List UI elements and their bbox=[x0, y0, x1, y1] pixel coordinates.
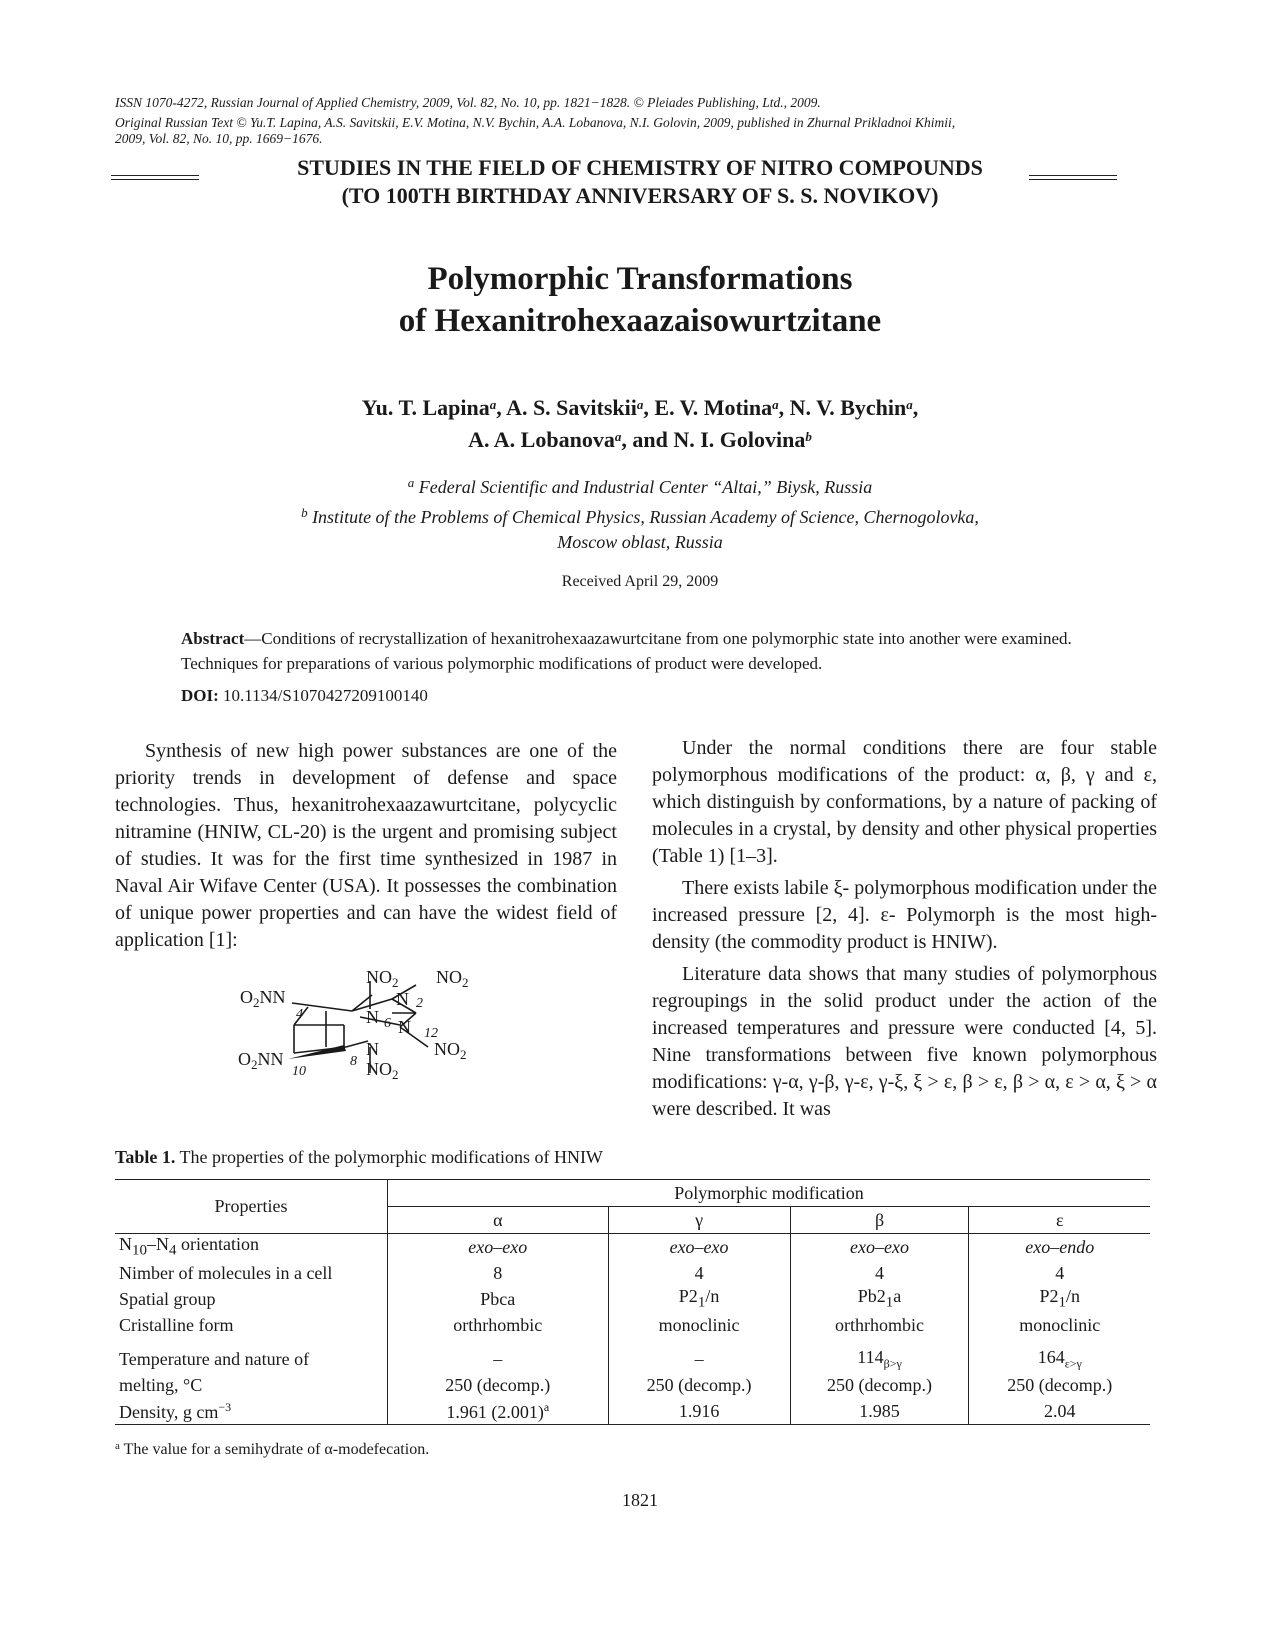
position-2: 2 bbox=[416, 996, 423, 1011]
position-6: 6 bbox=[384, 1016, 391, 1031]
properties-header: Properties bbox=[115, 1180, 388, 1234]
table-cell: $P2_1/n$ bbox=[608, 1286, 790, 1312]
author-name: N. I. Golovina bbox=[673, 427, 806, 452]
page-number: 1821 bbox=[622, 1490, 658, 1510]
position-8: 8 bbox=[350, 1054, 357, 1069]
n2-atom: N bbox=[396, 989, 409, 1009]
title-line-2: of Hexanitrohexaazaisowurtzitane bbox=[398, 303, 882, 339]
author-aff: a bbox=[636, 397, 644, 412]
left-column bbox=[115, 738, 617, 954]
footnote-text: The value for a semihydrate of α-modefecation. bbox=[119, 1441, 430, 1458]
table-cell: exo–exo bbox=[388, 1234, 609, 1261]
author-name: A. A. Lobanova bbox=[468, 427, 615, 452]
table-cell: 1.916 bbox=[608, 1398, 790, 1425]
row-label: Nimber of molecules in a cell bbox=[115, 1260, 388, 1286]
o2nn-top-label: $O_2NN$ bbox=[240, 987, 286, 1010]
position-12: 12 bbox=[424, 1026, 438, 1041]
author-aff: b bbox=[805, 429, 812, 444]
table-cell: Pbca bbox=[388, 1286, 609, 1312]
properties-table bbox=[115, 1179, 1150, 1425]
no2-top-b-label: $NO_2$ bbox=[436, 967, 469, 990]
table-cell: – bbox=[608, 1338, 790, 1372]
table-caption-text: The properties of the polymorphic modifications of HNIW bbox=[175, 1147, 603, 1167]
hniw-structure-diagram bbox=[238, 967, 520, 1120]
author-name: N. V. Bychin bbox=[789, 395, 907, 420]
row-label: Temperature and nature of bbox=[115, 1338, 388, 1372]
series-line-2: (TO 100TH BIRTHDAY ANNIVERSARY OF S. S. NOVIKOV) bbox=[341, 183, 939, 208]
table-cell: 1.961 $(2.001)^a$ bbox=[388, 1398, 609, 1425]
received-date: Received April 29, 2009 bbox=[561, 573, 719, 590]
n8-atom: N bbox=[366, 1039, 379, 1059]
original-text-note: Original Russian Text © Yu.T. Lapina, A.S. Savitskii, E.V. Motina, N.V. Bychin, A.A. Lobanova, N.I. Golovin, 2009, published in Zhurnal Prikladnoi Khimii, bbox=[115, 115, 956, 130]
table-cell: $Pb2_1a$ bbox=[790, 1286, 969, 1312]
abstract-text: —Conditions of recrystallization of hexanitrohexaazawurtcitane from one polymorphic state into another were examined. Techniques for preparations of various polymorphic modifications of product were developed. bbox=[181, 629, 1072, 673]
aff-text: Federal Scientific and Industrial Center “Altai,” Biysk, Russia bbox=[418, 477, 873, 497]
no2-top-a-label: $NO_2$ bbox=[366, 967, 399, 990]
authors-and: and bbox=[632, 427, 668, 452]
paper-title bbox=[115, 258, 1165, 342]
table-cell: 4 bbox=[1055, 1262, 1065, 1283]
row-label: Density, g $cm^{-3}$ bbox=[115, 1398, 388, 1425]
table-row bbox=[115, 1260, 1150, 1286]
doi-value: 10.1134/S1070427209100140 bbox=[223, 686, 428, 705]
table-cell: $P2_1/n$ bbox=[1039, 1286, 1080, 1311]
doi bbox=[181, 686, 428, 706]
doi-label: DOI: bbox=[181, 686, 219, 705]
table-cell: 4 bbox=[608, 1260, 790, 1286]
table-cell: 1.985 bbox=[790, 1398, 969, 1425]
column-header: α bbox=[388, 1207, 609, 1234]
row-label: Spatial group bbox=[115, 1286, 388, 1312]
author-name: A. S. Savitskii bbox=[506, 395, 637, 420]
author-list bbox=[115, 390, 1165, 454]
paragraph: There exists labile ξ- polymorphous modification under the increased pressure [2, 4]. ε- Polymorph is the most high-density (the commodity product is HNIW). bbox=[652, 877, 1157, 953]
table-cell: orthrhombic bbox=[388, 1312, 609, 1338]
table-row bbox=[115, 1372, 1150, 1398]
table-cell: 250 (decomp.) bbox=[1007, 1374, 1113, 1395]
right-column bbox=[652, 735, 1157, 1123]
table-footnote bbox=[115, 1440, 429, 1459]
aff-text: Institute of the Problems of Chemical Physics, Russian Academy of Science, Chernogolovka, bbox=[312, 507, 979, 527]
aff-mark: a bbox=[407, 475, 415, 490]
table-cell: exo–exo bbox=[790, 1234, 969, 1261]
author-aff: a bbox=[906, 397, 913, 412]
position-4: 4 bbox=[296, 1007, 303, 1022]
author-name: Yu. T. Lapina bbox=[361, 395, 490, 420]
original-text-note-cont: 2009, Vol. 82, No. 10, pp. 1669−1676. bbox=[115, 131, 323, 146]
aff-mark: b bbox=[301, 505, 308, 520]
author-name: E. V. Motina bbox=[654, 395, 773, 420]
n12-atom: N bbox=[398, 1017, 411, 1037]
table-caption bbox=[115, 1147, 603, 1168]
title-line-1: Polymorphic Transformations bbox=[427, 261, 853, 297]
row-label: melting, °C bbox=[115, 1372, 388, 1398]
column-header: γ bbox=[608, 1207, 790, 1234]
table-cell: monoclinic bbox=[608, 1312, 790, 1338]
n6-atom: N bbox=[366, 1007, 379, 1027]
position-numbers bbox=[292, 996, 438, 1079]
table-row bbox=[115, 1312, 1150, 1338]
series-line-1: STUDIES IN THE FIELD OF CHEMISTRY OF NITRO COMPOUNDS bbox=[297, 155, 983, 180]
column-header: ε bbox=[1055, 1209, 1064, 1230]
series-heading bbox=[115, 154, 1165, 210]
affiliation-b-cont: Moscow oblast, Russia bbox=[557, 532, 723, 552]
table-cell: $164_{\varepsilon>\gamma}$ bbox=[1037, 1346, 1082, 1371]
paragraph: Literature data shows that many studies of polymorphous regroupings in the solid product under the action of the increased temperatures and pressure were conducted [4, 5]. Nine transformations between five known polymorphous modifications: γ-α, γ-β, γ-ε, γ-ξ, ξ > ε, β > ε, β > α, ε > α, ξ > α were described. It was bbox=[652, 963, 1157, 1120]
table-cell: – bbox=[388, 1338, 609, 1372]
author-aff: a bbox=[614, 429, 622, 444]
no2-bottom-label: $NO_2$ bbox=[366, 1059, 399, 1082]
affiliations bbox=[115, 470, 1165, 555]
table-row bbox=[115, 1338, 1150, 1372]
no2-right-label: $NO_2$ bbox=[434, 1039, 467, 1062]
group-header: Polymorphic modification bbox=[388, 1180, 1150, 1207]
table-cell: $114_{\beta>\gamma}$ bbox=[790, 1338, 969, 1372]
paragraph: Synthesis of new high power substances are one of the priority trends in development of defense and space technologies. Thus, hexanitrohexaazawurtcitane, polycyclic nitramine (HNIW, CL-20) is the urgent and promising subject of studies. It was for the first time synthesized in 1987 in Naval Air Wifave Center (USA). It possesses the combination of unique power properties and can have the widest field of application [1]: bbox=[115, 740, 617, 951]
table-cell: exo–exo bbox=[608, 1234, 790, 1261]
table-cell: 4 bbox=[790, 1260, 969, 1286]
journal-citation: ISSN 1070-4272, Russian Journal of Applied Chemistry, 2009, Vol. 82, No. 10, pp. 1821−1828. © Pleiades Publishing, Ltd., 2009. bbox=[115, 95, 821, 110]
abstract-label: Abstract bbox=[181, 629, 245, 648]
author-aff: a bbox=[772, 397, 779, 412]
author-line-2: A. A. Lobanova$^a$, and N. I. Golovina$^b$ bbox=[468, 427, 812, 452]
table-cell: 2.04 bbox=[1043, 1400, 1076, 1421]
paragraph: Under the normal conditions there are four stable polymorphous modifications of the product: α, β, γ and ε, which distinguish by conformations, by a nature of packing of molecules in a crystal, by density and other physical properties (Table 1) [1–3]. bbox=[652, 737, 1157, 867]
table-row bbox=[115, 1398, 1150, 1425]
author-line-1: Yu. T. Lapina$^a$, A. S. Savitskii$^a$, E. V. Motina$^a$, N. V. Bychin$^a$, bbox=[361, 395, 919, 420]
affiliation-a bbox=[115, 470, 1165, 500]
o2nn-bottom-label: $O_2NN$ bbox=[238, 1049, 284, 1072]
table-row bbox=[115, 1234, 1150, 1261]
table-caption-label: Table 1. bbox=[115, 1147, 176, 1167]
table-cell: 250 (decomp.) bbox=[388, 1372, 609, 1398]
table-cell: monoclinic bbox=[1019, 1314, 1101, 1335]
table-cell: orthrhombic bbox=[790, 1312, 969, 1338]
affiliation-b bbox=[115, 500, 1165, 530]
position-10: 10 bbox=[292, 1064, 306, 1079]
column-header: β bbox=[790, 1207, 969, 1234]
table-cell: exo–endo bbox=[1025, 1236, 1095, 1257]
row-label: $N_{10}-N_4$ orientation bbox=[115, 1234, 388, 1261]
table-cell: 250 (decomp.) bbox=[608, 1372, 790, 1398]
footnote-mark: a bbox=[115, 1440, 120, 1452]
table-cell: 250 (decomp.) bbox=[790, 1372, 969, 1398]
author-aff: a bbox=[489, 397, 497, 412]
row-label: Cristalline form bbox=[115, 1312, 388, 1338]
table-cell: 8 bbox=[388, 1260, 609, 1286]
abstract bbox=[181, 626, 1121, 676]
table-row bbox=[115, 1286, 1150, 1312]
